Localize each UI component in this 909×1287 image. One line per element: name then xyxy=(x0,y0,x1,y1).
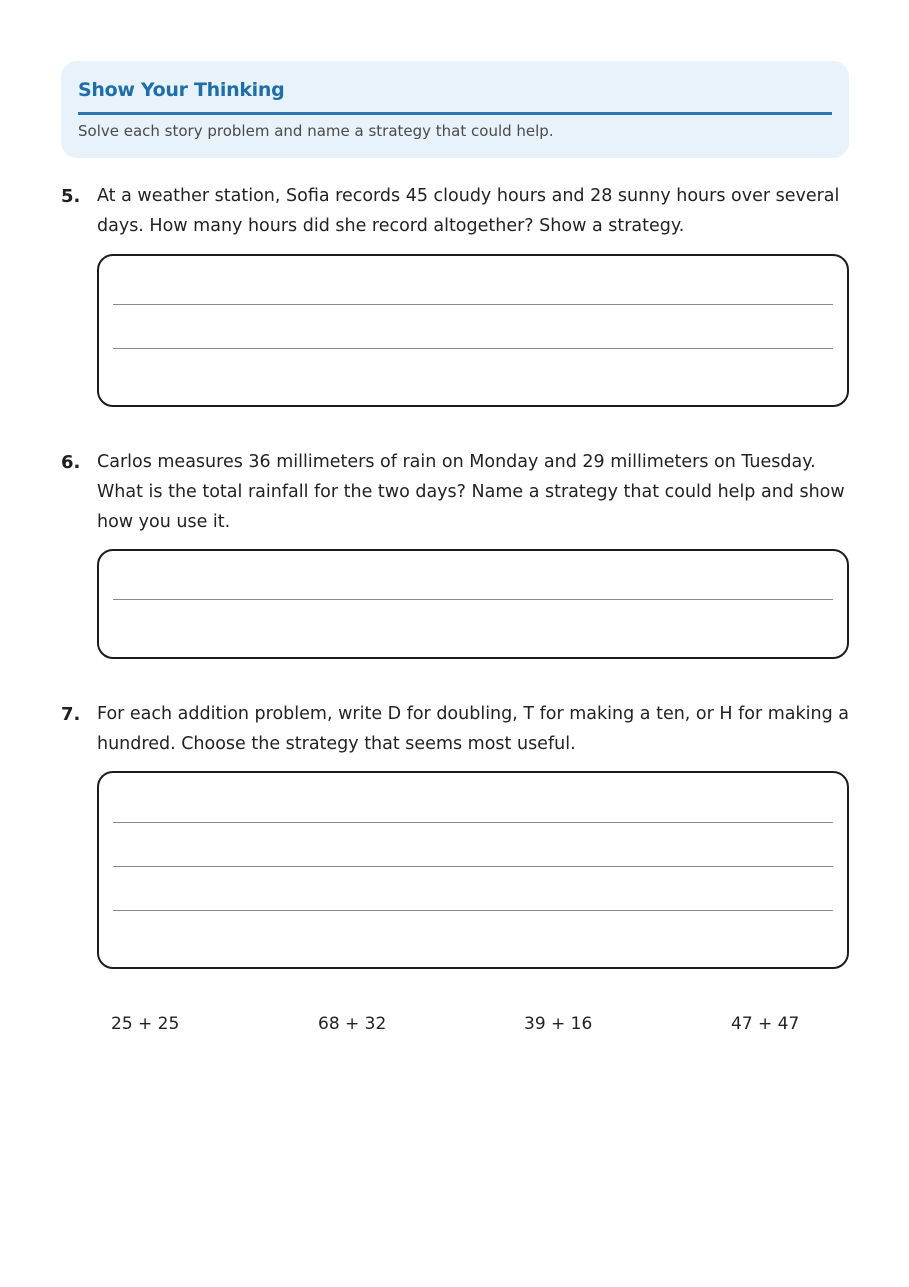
addition-problem: 25 + 25 xyxy=(111,1014,180,1034)
answer-line xyxy=(113,348,833,349)
question-number: 7. xyxy=(61,704,81,725)
question-text: At a weather station, Sofia records 45 cloudy hours and 28 sunny hours over several days. How many hours did she record altogether? Show a strategy. xyxy=(97,186,840,236)
answer-line xyxy=(113,599,833,600)
instructions-banner xyxy=(61,61,849,158)
question-number: 5. xyxy=(61,186,81,207)
section-title: Show Your Thinking xyxy=(78,79,285,101)
answer-box-5[interactable] xyxy=(97,254,849,407)
question-text: Carlos measures 36 millimeters of rain on Monday and 29 millimeters on Tuesday. What is the total rainfall for the two days? Name a strategy that could help and show how you use it. xyxy=(97,452,845,532)
answer-line xyxy=(113,304,833,305)
question-text: For each addition problem, write D for doubling, T for making a ten, or H for making a hundred. Choose the strategy that seems most useful. xyxy=(97,704,849,754)
answer-box-6[interactable] xyxy=(97,549,849,659)
addition-problem: 39 + 16 xyxy=(524,1014,593,1034)
answer-line xyxy=(113,822,833,823)
addition-problem: 68 + 32 xyxy=(318,1014,387,1034)
answer-line xyxy=(113,866,833,867)
title-divider xyxy=(78,112,832,115)
addition-problem: 47 + 47 xyxy=(731,1014,800,1034)
question-number: 6. xyxy=(61,452,81,473)
answer-line xyxy=(113,910,833,911)
answer-box-7[interactable] xyxy=(97,771,849,969)
section-instructions: Solve each story problem and name a strategy that could help. xyxy=(78,122,554,140)
